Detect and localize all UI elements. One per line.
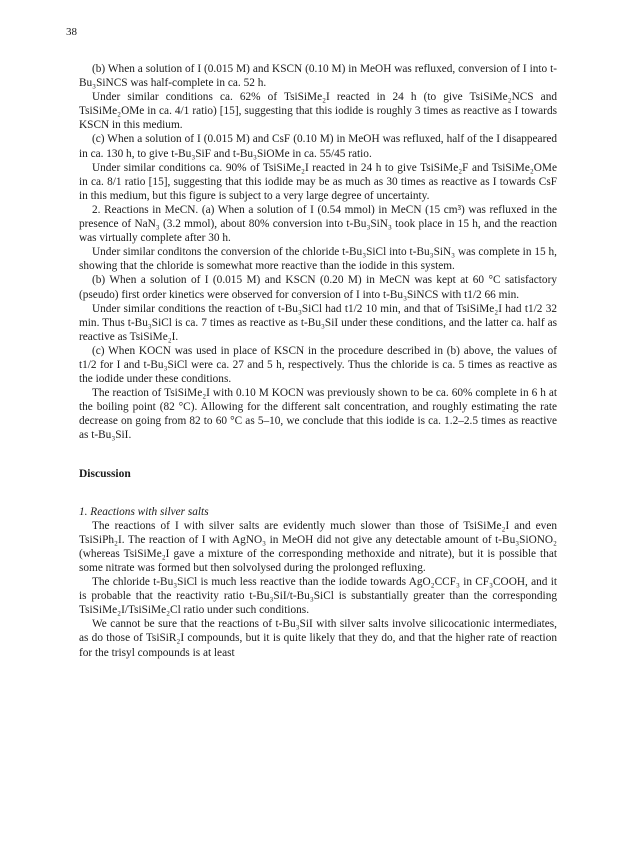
paragraph: The reactions of I with silver salts are evidently much slower than those of TsiSiMe₂I and even TsiSiPh₂I. The reaction of I with AgNO₃ in MeOH did not give any detectable amount of t-Bu₃SiONO₂ (whereas TsiSiMe₂I gave a mixture of the corresponding methoxide and nitrate), but it is possible that some nitrate was formed but then solvolysed during the prolonged refluxing. — [79, 519, 557, 574]
paragraph: 2. Reactions in MeCN. (a) When a solution of I (0.54 mmol) in MeCN (15 cm³) was refluxed in the presence of NaN₃ (3.2 mmol), about 80% conversion into t-Bu₃SiN₃ took place in 15 h, and the reaction was virtually complete after 30 h. — [79, 203, 557, 245]
paragraph: (c) When KOCN was used in place of KSCN in the procedure described in (b) above, the values of t1/2 for I and t-Bu₃SiCl were ca. 27 and 5 h, respectively. Thus the chloride is ca. 5 times as reactive as the iodide under these conditions. — [79, 344, 557, 386]
page-body — [79, 62, 557, 660]
paragraph: Under similar conditons the conversion of the chloride t-Bu₃SiCl into t-Bu₃SiN₃ was complete in 15 h, showing that the chloride is somewhat more reactive than the iodide in this system. — [79, 246, 557, 273]
paragraph: The reaction of TsiSiMe₂I with 0.10 M KOCN was previously shown to be ca. 60% complete in 6 h at the boiling point (82 °C). Allowing for the different salt concentration, and roughly estimating the rate decrease on going from 82 to 60 °C as 5–10, we conclude that this iodide is ca. 1.2–2.5 times as reactive as t-Bu₃SiI. — [79, 387, 557, 442]
paragraph: (b) When a solution of I (0.015 M) and KSCN (0.10 M) in MeOH was refluxed, conversion of I into t-Bu₃SiNCS was half-complete in ca. 52 h. — [79, 63, 557, 90]
paragraph: The chloride t-Bu₃SiCl is much less reactive than the iodide towards AgO₂CCF₃ in CF₃COOH, and it is probable that the reactivity ratio t-Bu₃SiI/t-Bu₃SiCl is substantially greater than the corresponding TsiSiMe₂I/TsiSiMe₂Cl ratio under such conditions. — [79, 576, 557, 617]
page-number: 38 — [66, 26, 77, 38]
paragraph: (c) When a solution of I (0.015 M) and CsF (0.10 M) in MeOH was refluxed, half of the I disappeared in ca. 130 h, to give t-Bu₃SiF and t-Bu₃SiOMe in ca. 55/45 ratio. — [79, 133, 557, 160]
subsection-heading: 1. Reactions with silver salts — [79, 505, 209, 518]
paragraph: Under similar conditions ca. 90% of TsiSiMe₂I reacted in 24 h to give TsiSiMe₂F and TsiSiMe₂OMe in ca. 8/1 ratio [15], suggesting that this iodide may be as much as 30 times as reactive as I towards CsF in this medium, but this figure is subject to a very large degree of uncertainty. — [79, 161, 557, 202]
paragraph: (b) When a solution of I (0.015 M) and KSCN (0.20 M) in MeCN was kept at 60 °C satisfactory (pseudo) first order kinetics were observed for conversion of I into t-Bu₃SiNCS with t1/2 66 min. — [79, 274, 557, 301]
paragraph: Under similar conditions ca. 62% of TsiSiMe₂I reacted in 24 h (to give TsiSiMe₂NCS and TsiSiMe₂OMe in ca. 4/1 ratio) [15], suggesting that this iodide is roughly 3 times as reactive as I towards KSCN in this medium. — [79, 91, 557, 132]
section-heading: Discussion — [79, 467, 131, 480]
paragraph: We cannot be sure that the reactions of t-Bu₃SiI with silver salts involve silicocationic intermediates, as do those of TsiSiR₂I compounds, but it is quite likely that they do, and that the higher rate of reaction for the trisyl compounds is at least — [79, 618, 557, 659]
paragraph: Under similar conditions the reaction of t-Bu₃SiCl had t1/2 10 min, and that of TsiSiMe₂I had t1/2 32 min. Thus t-Bu₃SiCl is ca. 7 times as reactive as t-Bu₃SiI under these conditions, and the latter ca. half as reactive as TsiSiMe₂I. — [79, 302, 557, 343]
